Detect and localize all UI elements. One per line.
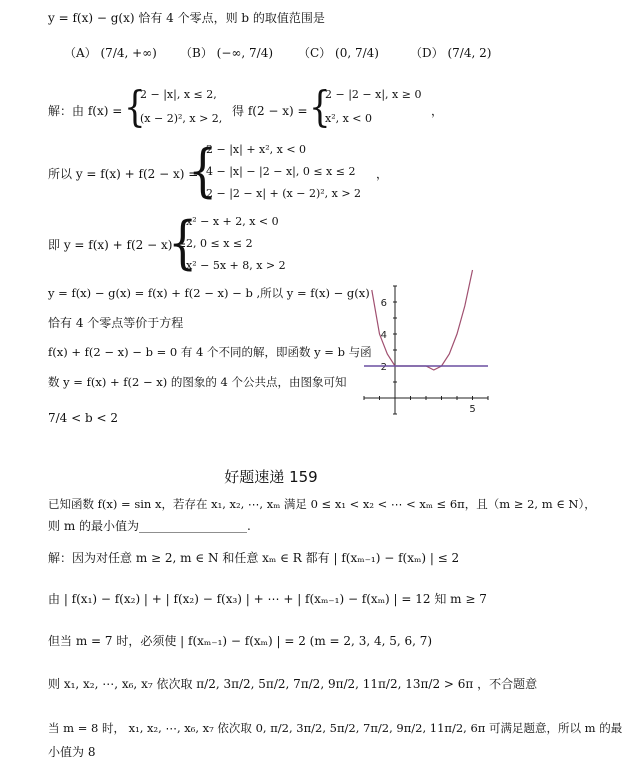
- curve-series: [372, 270, 473, 370]
- answer-line-1: 解：因为对任意 m ≥ 2, m ∈ N 和任意 xₘ ∈ R 都有 | f(xₘ₋₁) − f(xₘ) | ≤ 2: [48, 551, 460, 565]
- ji-case-3: x² − 5x + 8, x > 2: [186, 259, 286, 272]
- option-b-label: （B）: [180, 46, 213, 60]
- option-a-label: （A）: [64, 46, 97, 60]
- option-c: [298, 44, 379, 61]
- sum-prefix: 所以 y = f(x) + f(2 − x) =: [48, 167, 199, 181]
- option-c-label: （C）: [298, 46, 332, 60]
- sum-brace: {: [188, 136, 218, 204]
- y-tick-label: 6: [380, 298, 387, 309]
- para-line-2: 恰有 4 个零点等价于方程: [48, 316, 184, 330]
- question-tail: y = f(x) − g(x) 恰有 4 个零点，则 b 的取值范围是: [48, 11, 325, 25]
- answer-line-5: 当 m = 8 时， x₁, x₂, ⋯, x₆, x₇ 依次取 0, π/2, 3π/2, 5π/2, 7π/2, 9π/2, 11π/2, 6π 可满足题意，所以 m 的最: [48, 721, 622, 735]
- para-line-1: y = f(x) − g(x) = f(x) + f(2 − x) − b ,所以 y = f(x) − g(x): [48, 286, 370, 300]
- f-case-1: 2 − |x|, x ≤ 2,: [140, 88, 217, 101]
- option-c-value: (0, 7/4): [335, 46, 379, 60]
- option-d: [410, 44, 491, 61]
- ji-case-1: x² − x + 2, x < 0: [186, 215, 279, 228]
- answer-line-2: 由 | f(x₁) − f(x₂) | + | f(x₂) − f(x₃) | + ⋯ + | f(xₘ₋₁) − f(xₘ) | = 12 知 m ≥ 7: [48, 592, 487, 606]
- option-d-label: （D）: [410, 46, 444, 60]
- sum-suffix: ，: [376, 167, 389, 181]
- f-case-2: (x − 2)², x > 2,: [140, 112, 223, 125]
- function-graph: [356, 280, 496, 420]
- y-tick-label: 2: [380, 362, 387, 373]
- sum-case-2: 4 − |x| − |2 − x|, 0 ≤ x ≤ 2: [206, 165, 356, 178]
- sum-case-3: 2 − |2 − x| + (x − 2)², x > 2: [206, 187, 362, 200]
- solution-g-suffix: ，: [431, 104, 444, 118]
- ji-prefix: 即 y = f(x) + f(2 − x) =: [48, 238, 187, 252]
- sum-case-1: 2 − |x| + x², x < 0: [206, 143, 307, 156]
- f-brace: {: [124, 82, 146, 133]
- x-tick-label: 5: [469, 404, 476, 415]
- option-a-value: (7/4, +∞): [100, 46, 157, 60]
- g-case-2: x², x < 0: [325, 112, 373, 125]
- answer-line-4: 则 x₁, x₂, ⋯, x₆, x₇ 依次取 π/2, 3π/2, 5π/2, 7π/2, 9π/2, 11π/2, 13π/2 > 6π ，不合题意: [48, 677, 538, 691]
- answer-line-6: 小值为 8: [48, 745, 96, 759]
- g-brace: {: [309, 82, 331, 133]
- ji-brace: {: [168, 208, 198, 276]
- para-line-3: f(x) + f(2 − x) − b = 0 有 4 个不同的解，即函数 y = b 与函: [48, 345, 372, 359]
- option-a: [64, 44, 157, 61]
- option-d-value: (7/4, 2): [447, 46, 492, 60]
- para-line-4: 数 y = f(x) + f(2 − x) 的图象的 4 个公共点，由图象可知: [48, 375, 347, 389]
- ji-case-2: 2, 0 ≤ x ≤ 2: [186, 237, 253, 250]
- y-tick-label: 4: [380, 330, 387, 341]
- para-line-5: 7/4 < b < 2: [48, 411, 118, 425]
- g-case-1: 2 − |2 − x|, x ≥ 0: [325, 88, 422, 101]
- problem-statement-1: 已知函数 f(x) = sin x，若存在 x₁, x₂, ⋯, xₘ 满足 0 ≤ x₁ < x₂ < ⋯ < xₘ ≤ 6π，且（m ≥ 2, m ∈ N），: [48, 497, 596, 511]
- option-b: [180, 44, 273, 61]
- solution-g-prefix: 得 f(2 − x) =: [232, 104, 308, 118]
- solution-f-prefix: 解：由 f(x) =: [48, 104, 123, 118]
- option-b-value: (−∞, 7/4): [216, 46, 274, 60]
- graph-layer: [364, 270, 488, 415]
- problem-heading: 好题速递 159: [224, 468, 318, 486]
- problem-statement-2: 则 m 的最小值为__________________.: [48, 519, 251, 533]
- answer-line-3: 但当 m = 7 时，必须使 | f(xₘ₋₁) − f(xₘ) | = 2 (m = 2, 3, 4, 5, 6, 7): [48, 634, 433, 648]
